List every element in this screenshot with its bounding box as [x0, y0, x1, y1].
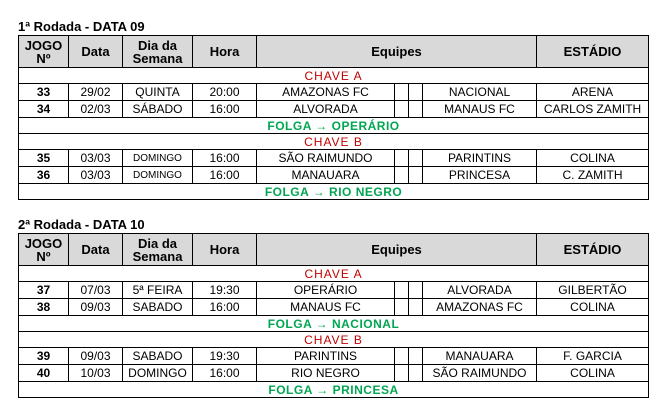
score-home: [395, 365, 409, 382]
table-row: [19, 101, 649, 118]
cell-estadio: COLINA: [537, 150, 649, 167]
score-away: [409, 299, 423, 316]
folga-label: FOLGA → PRINCESA: [19, 382, 649, 398]
score-home: [395, 150, 409, 167]
cell-home: PARINTINS: [257, 348, 395, 365]
folga-row: [19, 382, 649, 398]
table-row: [19, 167, 649, 184]
cell-hora: 16:00: [193, 365, 257, 382]
cell-hora: 16:00: [193, 299, 257, 316]
header-equipes: Equipes: [257, 234, 537, 266]
header-estadio: ESTÁDIO: [537, 36, 649, 68]
score-away: [409, 282, 423, 299]
table-row: [19, 150, 649, 167]
cell-home: OPERÁRIO: [257, 282, 395, 299]
round-title: 2ª Rodada - DATA 10: [18, 217, 145, 232]
cell-home: SÃO RAIMUNDO: [257, 150, 395, 167]
cell-data: 10/03: [69, 365, 123, 382]
cell-jogo: 34: [19, 101, 69, 118]
header-dia: Dia da Semana: [123, 234, 193, 266]
cell-jogo: 40: [19, 365, 69, 382]
cell-dia: DOMINGO: [123, 167, 193, 184]
cell-away: SÃO RAIMUNDO: [423, 365, 537, 382]
cell-estadio: C. ZAMITH: [537, 167, 649, 184]
cell-estadio: COLINA: [537, 365, 649, 382]
cell-home: RIO NEGRO: [257, 365, 395, 382]
cell-hora: 20:00: [193, 84, 257, 101]
score-away: [409, 365, 423, 382]
cell-jogo: 33: [19, 84, 69, 101]
cell-data: 09/03: [69, 348, 123, 365]
header-row: [19, 36, 649, 68]
cell-estadio: CARLOS ZAMITH: [537, 101, 649, 118]
score-home: [395, 282, 409, 299]
header-dia: Dia da Semana: [123, 36, 193, 68]
cell-hora: 16:00: [193, 150, 257, 167]
folga-row: [19, 184, 649, 200]
cell-data: 03/03: [69, 150, 123, 167]
cell-estadio: COLINA: [537, 299, 649, 316]
cell-estadio: GILBERTÃO: [537, 282, 649, 299]
cell-jogo: 39: [19, 348, 69, 365]
chave-row: [19, 68, 649, 84]
cell-dia: 5ª FEIRA: [123, 282, 193, 299]
cell-data: 09/03: [69, 299, 123, 316]
table-row: [19, 365, 649, 382]
folga-label: FOLGA → OPERÁRIO: [19, 118, 649, 134]
cell-hora: 19:30: [193, 282, 257, 299]
cell-jogo: 36: [19, 167, 69, 184]
header-hora: Hora: [193, 36, 257, 68]
cell-hora: 19:30: [193, 348, 257, 365]
header-row: [19, 234, 649, 266]
header-jogo: JOGO Nº: [19, 36, 69, 68]
score-away: [409, 150, 423, 167]
folga-row: [19, 316, 649, 332]
chave-label: CHAVE A: [19, 266, 649, 282]
cell-jogo: 35: [19, 150, 69, 167]
score-away: [409, 167, 423, 184]
score-home: [395, 101, 409, 118]
round-title: 1ª Rodada - DATA 09: [18, 19, 145, 34]
cell-hora: 16:00: [193, 101, 257, 118]
score-away: [409, 84, 423, 101]
score-away: [409, 101, 423, 118]
cell-away: MANAUS FC: [423, 101, 537, 118]
chave-label: CHAVE B: [19, 332, 649, 348]
cell-dia: DOMINGO: [123, 150, 193, 167]
cell-away: ALVORADA: [423, 282, 537, 299]
score-home: [395, 348, 409, 365]
cell-dia: QUINTA: [123, 84, 193, 101]
chave-row: [19, 266, 649, 282]
cell-data: 29/02: [69, 84, 123, 101]
round-1: [18, 18, 648, 200]
header-jogo: JOGO Nº: [19, 234, 69, 266]
round-table: [18, 35, 649, 200]
cell-estadio: ARENA: [537, 84, 649, 101]
cell-jogo: 37: [19, 282, 69, 299]
score-home: [395, 167, 409, 184]
cell-home: AMAZONAS FC: [257, 84, 395, 101]
chave-label: CHAVE A: [19, 68, 649, 84]
cell-away: MANAUARA: [423, 348, 537, 365]
cell-dia: SABADO: [123, 299, 193, 316]
table-row: [19, 299, 649, 316]
score-home: [395, 299, 409, 316]
cell-dia: DOMINGO: [123, 365, 193, 382]
chave-label: CHAVE B: [19, 134, 649, 150]
cell-estadio: F. GARCIA: [537, 348, 649, 365]
cell-home: MANAUS FC: [257, 299, 395, 316]
folga-row: [19, 118, 649, 134]
chave-row: [19, 332, 649, 348]
cell-away: AMAZONAS FC: [423, 299, 537, 316]
cell-jogo: 38: [19, 299, 69, 316]
score-away: [409, 348, 423, 365]
table-row: [19, 348, 649, 365]
schedule-document: [18, 18, 648, 398]
cell-hora: 16:00: [193, 167, 257, 184]
cell-away: NACIONAL: [423, 84, 537, 101]
cell-data: 07/03: [69, 282, 123, 299]
header-data: Data: [69, 234, 123, 266]
table-row: [19, 84, 649, 101]
cell-dia: SÁBADO: [123, 101, 193, 118]
header-estadio: ESTÁDIO: [537, 234, 649, 266]
header-hora: Hora: [193, 234, 257, 266]
header-equipes: Equipes: [257, 36, 537, 68]
cell-dia: SABADO: [123, 348, 193, 365]
cell-data: 03/03: [69, 167, 123, 184]
cell-home: MANAUARA: [257, 167, 395, 184]
score-home: [395, 84, 409, 101]
cell-data: 02/03: [69, 101, 123, 118]
table-row: [19, 282, 649, 299]
chave-row: [19, 134, 649, 150]
folga-label: FOLGA → NACIONAL: [19, 316, 649, 332]
cell-home: ALVORADA: [257, 101, 395, 118]
header-data: Data: [69, 36, 123, 68]
folga-label: FOLGA → RIO NEGRO: [19, 184, 649, 200]
cell-away: PRINCESA: [423, 167, 537, 184]
round-table: [18, 233, 649, 398]
round-2: [18, 216, 648, 398]
cell-away: PARINTINS: [423, 150, 537, 167]
